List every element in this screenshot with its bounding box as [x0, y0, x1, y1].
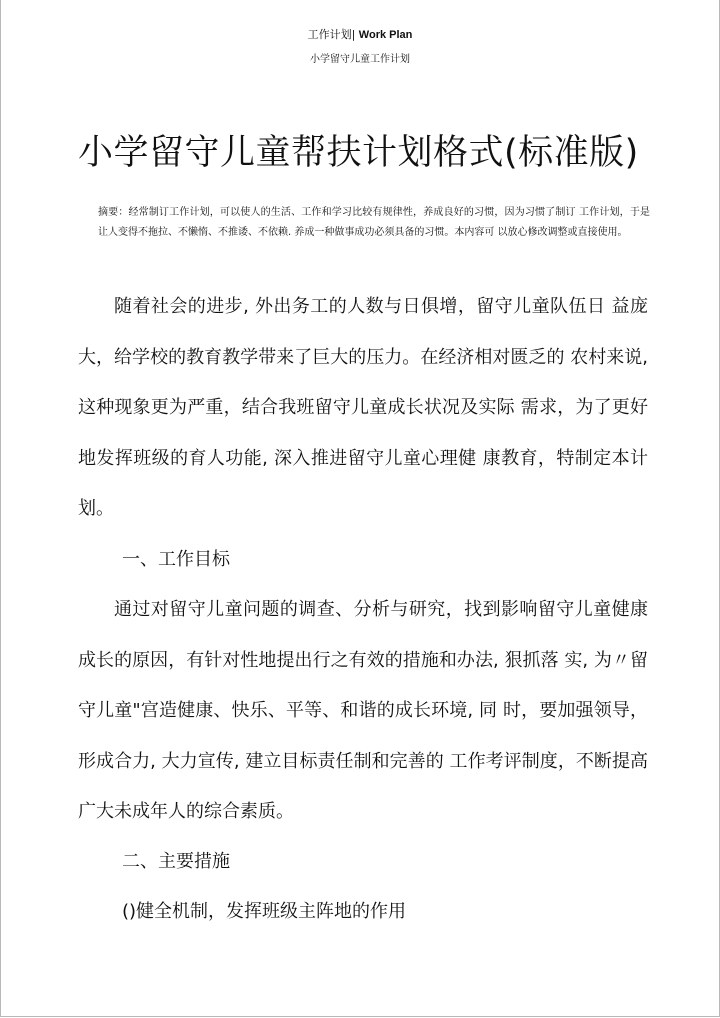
section-heading-goals: 一、工作目标	[122, 549, 230, 570]
section-heading-measures: 二、主要措施	[122, 851, 230, 872]
abstract: 摘要：经常制订工作计划，可以使人的生活、工作和学习比较有规律性，养成良好的习惯，因为习惯了制订 工作计划，于是让人变得不拖拉、不懒惰、不推诿、不依赖. 养成一种做事成功必须具备的习惯。本内容可 以放心修改调整或直接使用。	[98, 207, 650, 238]
paragraph-goals: 通过对留守儿童问题的调查、分析与研究，找到影响留守儿童健康成长的原因，有针对性地提出行之有效的措施和办法, 狠抓落 实, 为〃留守儿童"宫造健康、快乐、平等、和谐的成长环境, 同 时，要加强领导，形成合力, 大力宣传, 建立目标责任制和完善的 工作考评制度，不断提高广大未成年人的综合素质。	[78, 599, 648, 822]
header-work-plan: Work Plan	[358, 29, 413, 41]
header-separator: |	[351, 28, 359, 41]
document-title: 小学留守儿童帮扶计划格式(标准版)	[78, 133, 639, 173]
header-prefix: 工作计划	[307, 28, 352, 41]
running-subheader: 小学留守儿童工作计划	[310, 54, 410, 65]
paragraph-intro: 随着社会的进步, 外出务工的人数与日俱增，留守儿童队伍日 益庞大，给学校的教育教学带来了巨大的压力。在经济相对匮乏的 农村来说, 这种现象更为严重，结合我班留守儿童成长状况及实际 需求，为了更好地发挥班级的育人功能, 深入推进留守儿童心理健 康教育，特制定本计划。	[78, 296, 648, 519]
running-header	[0, 27, 720, 43]
subsection-heading-mechanism: ()健全机制，发挥班级主阵地的作用	[122, 901, 407, 922]
